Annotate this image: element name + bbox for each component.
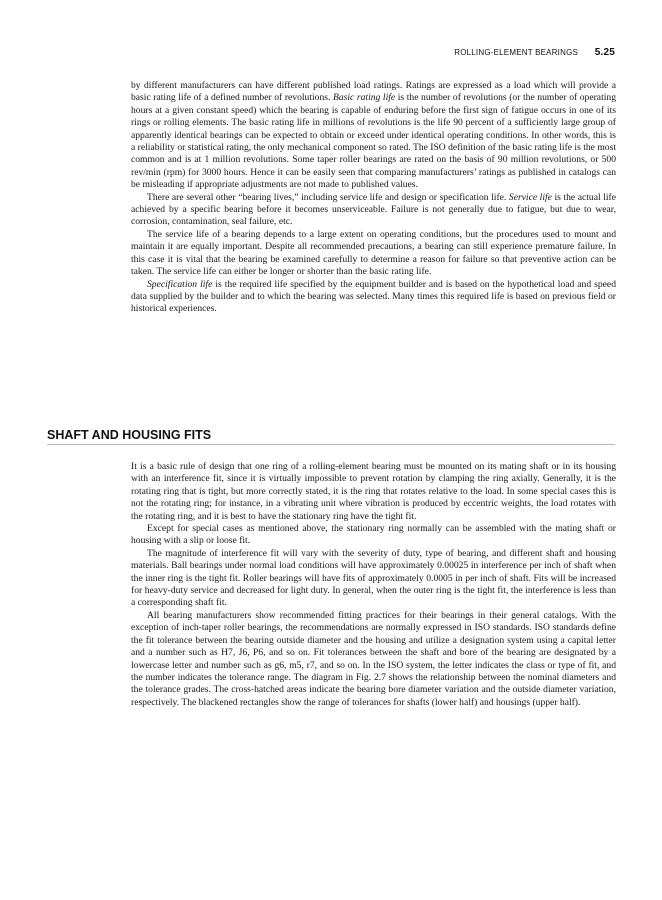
running-header (454, 47, 615, 58)
term-service-life: Service life (508, 191, 552, 203)
paragraph: The magnitude of interference fit will vary with the severity of duty, type of bearing, and different shaft and housing materials. Ball bearings under normal load conditions will have approximately 0.00025 in interference per inch of shaft when the inner ring is the tight fit. Roller bearings will have fits of approximately 0.0005 in per inch of shaft. Fits will be increased for heavy-duty service and decreased for light duty. In general, when the outer ring is the tight fit, the interference is less than a corresponding shaft fit. (131, 547, 616, 609)
page-number: 5.25 (594, 47, 615, 58)
paragraph: The service life of a bearing depends to a large extent on operating conditions, but the procedures used to mount and maintain it are equally important. Despite all recommended precautions, a bearing can still experience premature failure. In this case it is vital that the bearing be examined carefully to determine a reason for failure so that preventive action can be taken. The service life can either be longer or shorter than the basic rating life. (131, 228, 616, 278)
running-title: ROLLING-ELEMENT BEARINGS (454, 48, 579, 57)
paragraph: Except for special cases as mentioned above, the stationary ring normally can be assembled with the mating shaft or housing with a slip or loose fit. (131, 523, 616, 547)
section-heading: SHAFT AND HOUSING FITS (47, 428, 615, 445)
paragraph: by different manufacturers can have different published load ratings. Ratings are expressed as a load which will provide a basic rating life of a defined number of revolutions. Basic rating life is the number of revolutions (or the number of operating hours at a given constant speed) which the bearing is capable of enduring before the first sign of fatigue occurs in one of its rings or rolling elements. The basic rating life in millions of revolutions is the life 90 percent of a sufficiently large group of apparently identical bearings can be expected to obtain or exceed under identical operating conditions. In other words, this is a reliability or statistical rating, the only mechanical component so rated. The ISO definition of the basic rating life is the most common and is at 1 million revolutions. Some taper roller bearings are rated on the basis of 90 million revolutions, or 500 rev/min (rpm) for 3000 hours. Hence it can be easily seen that comparing manufacturers’ ratings as published in catalogs can be misleading if appropriate adjustments are not made to published values. (131, 80, 616, 191)
paragraph: There are several other “bearing lives,” including service life and design or specification life. Service life is the actual life achieved by a specific bearing before it becomes unserviceable. Failure is not generally due to fatigue, but due to wear, corrosion, contamination, seal failure, etc. (131, 191, 616, 228)
term-basic-rating-life: Basic rating life (332, 92, 396, 104)
section-continuation-text (131, 80, 616, 316)
section-body-text (131, 461, 616, 709)
paragraph: It is a basic rule of design that one ring of a rolling-element bearing must be mounted on its mating shaft or in its housing with an interference fit, since it is virtually impossible to prevent rotation by clamping the ring axially. Generally, it is the rotating ring that is tight, but more correctly stated, it is the ring that rotates relative to the load. In some special cases this is not the rotating ring; for instance, in a vibrating unit where vibration is produced by eccentric weights, the load rotates with the rotating ring, and it is best to have the stationary ring have the tight fit. (131, 461, 616, 522)
paragraph: Specification life is the required life specified by the equipment builder and is based on the hypothetical load and speed data supplied by the builder and to which the bearing was selected. Many times this required life is based on previous field or historical experiences. (131, 278, 616, 315)
term-specification-life: Specification life (147, 278, 213, 290)
paragraph: All bearing manufacturers show recommended fitting practices for their bearings in their general catalogs. With the exception of inch-taper roller bearings, the recommendations are normally expressed in ISO standards. ISO standards define the fit tolerance between the bearing outside diameter and the housing and utilize a designation system using a capital letter and a number such as H7, J6, P6, and so on. Fit tolerances between the shaft and bore of the bearing are designated by a lowercase letter and number such as g6, m5, r7, and so on. In the ISO system, the letter indicates the class or type of fit, and the number indicates the tolerance range. The diagram in Fig. 2.7 shows the relationship between the nominal diameters and the tolerance grades. The cross-hatched areas indicate the bearing bore diameter variation and the outside diameter variation, respectively. The blackened rectangles show the range of tolerances for shafts (lower half) and housings (upper half). (131, 609, 616, 708)
